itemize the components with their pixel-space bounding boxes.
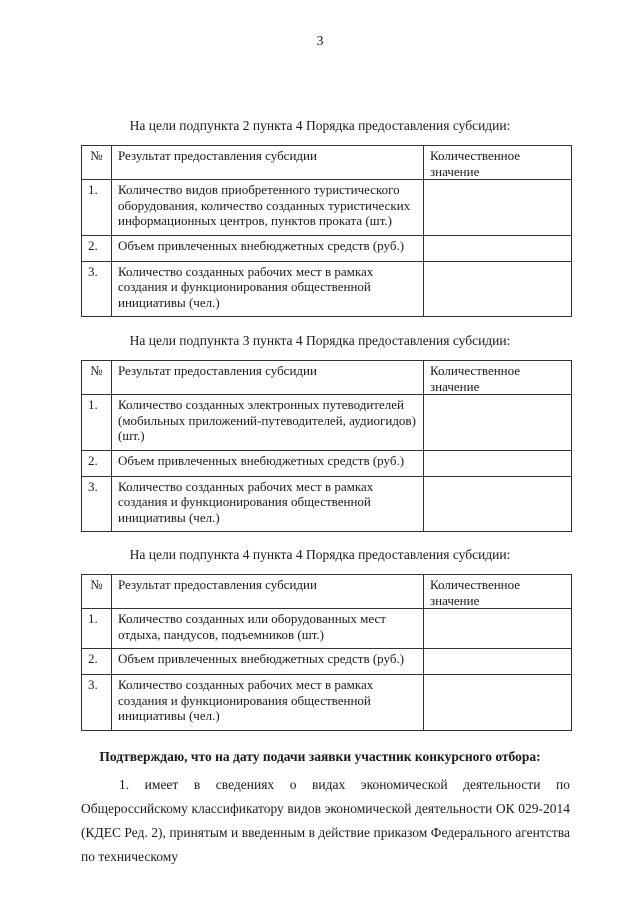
row-number: 3.: [82, 476, 112, 532]
row-result: Количество созданных рабочих мест в рамках создания и функционирования общественной инициативы (чел.): [112, 476, 424, 532]
row-number: 3.: [82, 675, 112, 731]
table-row: [82, 395, 572, 451]
row-number: 2.: [82, 235, 112, 261]
row-result: Объем привлеченных внебюджетных средств (руб.): [112, 450, 424, 476]
row-value-cell[interactable]: [424, 476, 572, 532]
header-number: №: [82, 361, 112, 395]
table-row: [82, 235, 572, 261]
row-result: Количество видов приобретенного туристического оборудования, количество созданных туристических информационных центров, пунктов проката (шт.): [112, 180, 424, 236]
table-1-caption: На цели подпункта 2 пункта 4 Порядка предоставления субсидии:: [129, 118, 511, 133]
row-value-cell[interactable]: [424, 649, 572, 675]
table-row: [82, 609, 572, 649]
row-result: Количество созданных электронных путеводителей (мобильных приложений-путеводителей, аудиогидов) (шт.): [112, 395, 424, 451]
table-row: [82, 476, 572, 532]
confirmation-heading: Подтверждаю, что на дату подачи заявки участник конкурсного отбора:: [99, 749, 541, 764]
table-3-caption: На цели подпункта 4 пункта 4 Порядка предоставления субсидии:: [129, 547, 511, 562]
row-value-cell[interactable]: [424, 261, 572, 317]
table-header-row: [82, 361, 572, 395]
results-table-1: [81, 145, 572, 317]
header-result: Результат предоставления субсидии: [112, 361, 424, 395]
confirmation-paragraph: 1. имеет в сведениях о видах экономической деятельности по Общероссийскому классификатору видов экономической деятельности ОК 029-2014 (КДЕС Ред. 2), принятым и введенным в действие приказом Федерального агентства по техническому: [81, 777, 570, 864]
row-value-cell[interactable]: [424, 450, 572, 476]
row-value-cell[interactable]: [424, 395, 572, 451]
table-2-caption: На цели подпункта 3 пункта 4 Порядка предоставления субсидии:: [129, 333, 511, 348]
row-number: 1.: [82, 180, 112, 236]
row-result: Количество созданных или оборудованных мест отдыха, пандусов, подъемников (шт.): [112, 609, 424, 649]
results-table-2: [81, 360, 572, 532]
row-value-cell[interactable]: [424, 609, 572, 649]
results-table-3: [81, 574, 572, 731]
header-value: Количественное значение: [424, 146, 572, 180]
row-number: 1.: [82, 609, 112, 649]
header-number: №: [82, 146, 112, 180]
table-row: [82, 450, 572, 476]
row-value-cell[interactable]: [424, 675, 572, 731]
table-row: [82, 261, 572, 317]
page-number: 3: [316, 34, 324, 49]
row-number: 2.: [82, 450, 112, 476]
row-result: Количество созданных рабочих мест в рамках создания и функционирования общественной инициативы (чел.): [112, 675, 424, 731]
row-result: Объем привлеченных внебюджетных средств (руб.): [112, 235, 424, 261]
table-row: [82, 180, 572, 236]
table-header-row: [82, 146, 572, 180]
header-result: Результат предоставления субсидии: [112, 575, 424, 609]
header-value: Количественное значение: [424, 361, 572, 395]
row-value-cell[interactable]: [424, 180, 572, 236]
row-number: 2.: [82, 649, 112, 675]
header-value: Количественное значение: [424, 575, 572, 609]
row-number: 3.: [82, 261, 112, 317]
row-value-cell[interactable]: [424, 235, 572, 261]
table-row: [82, 649, 572, 675]
row-number: 1.: [82, 395, 112, 451]
header-result: Результат предоставления субсидии: [112, 146, 424, 180]
table-header-row: [82, 575, 572, 609]
row-result: Объем привлеченных внебюджетных средств (руб.): [112, 649, 424, 675]
row-result: Количество созданных рабочих мест в рамках создания и функционирования общественной инициативы (чел.): [112, 261, 424, 317]
table-row: [82, 675, 572, 731]
header-number: №: [82, 575, 112, 609]
